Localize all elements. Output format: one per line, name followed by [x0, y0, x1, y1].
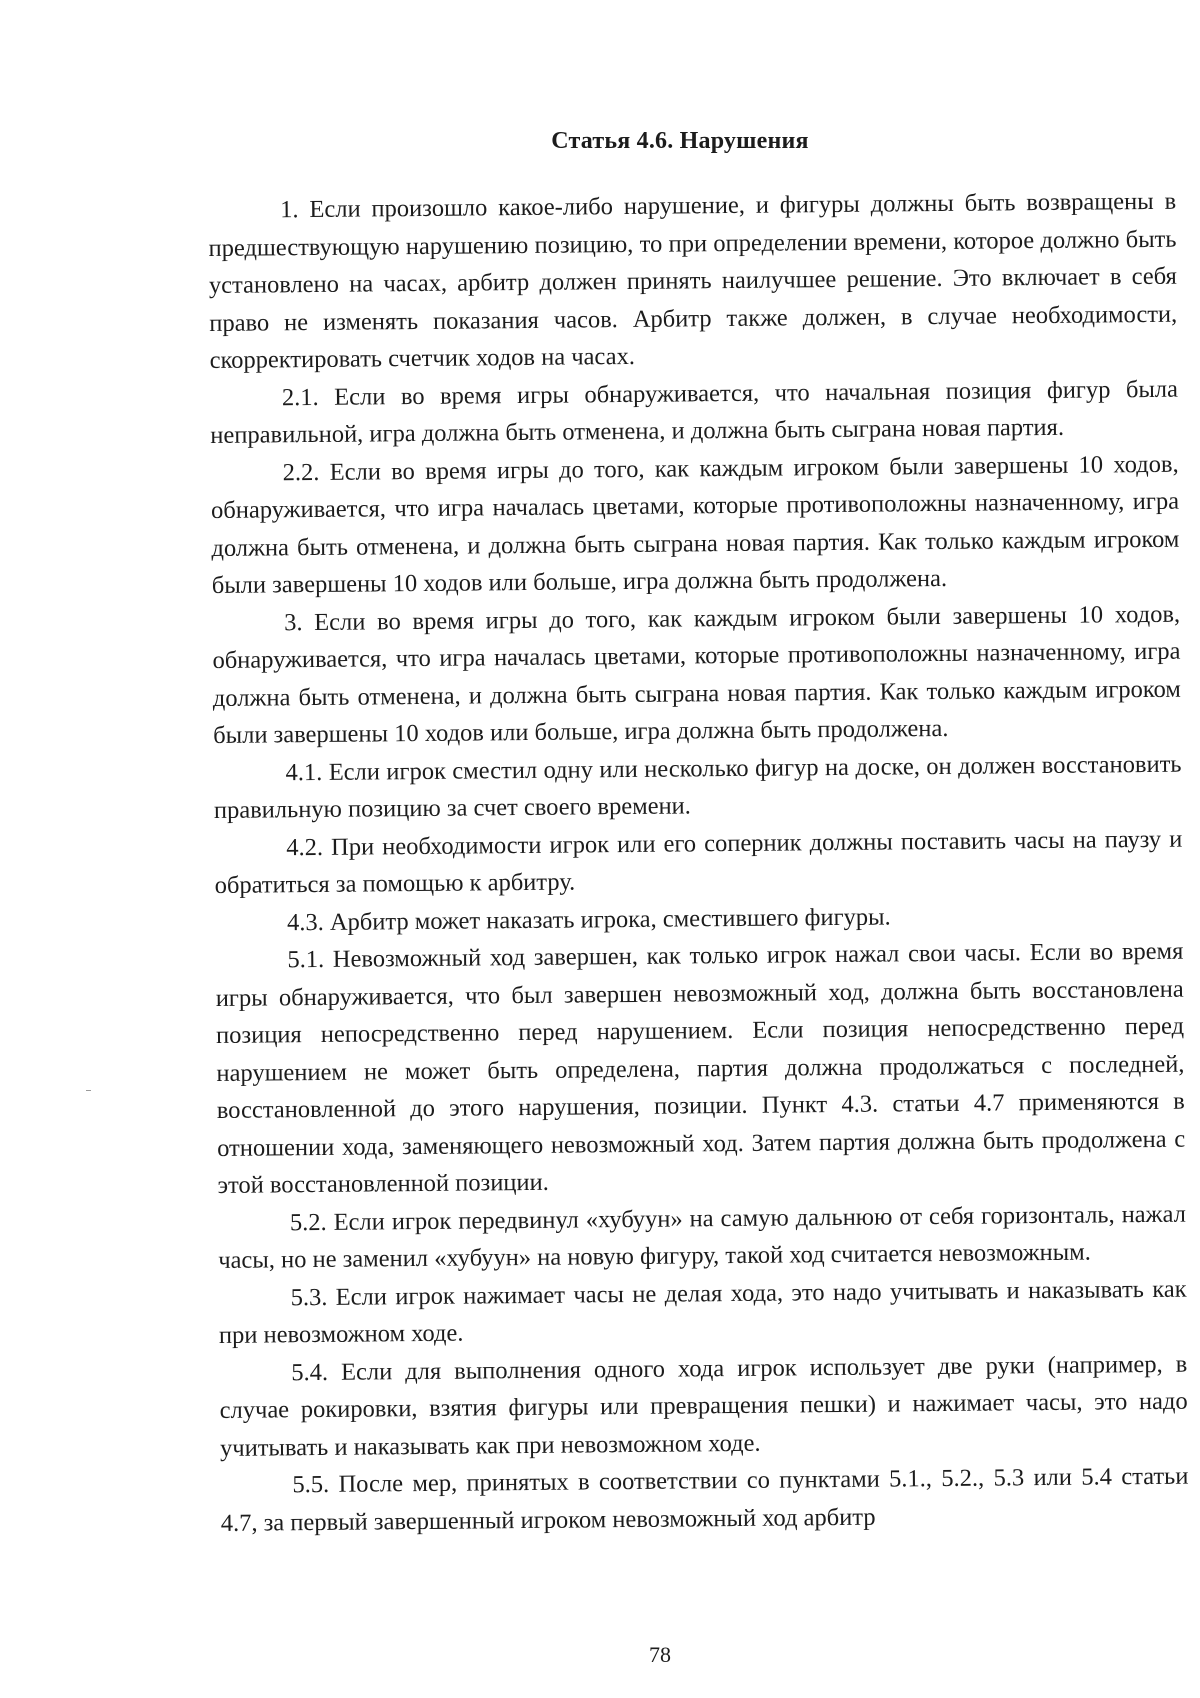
- paragraph-5-5: 5.5. После мер, принятых в соответствии со пунктами 5.1., 5.2., 5.3 или 5.4 статьи 4.7, за первый завершенный игроком невозможный ход арбитр: [220, 1462, 1189, 1537]
- scan-speck: [86, 1090, 91, 1091]
- paragraph-5-1: 5.1. Невозможный ход завершен, как только игрок нажал свои часы. Если во время игры обнаруживается, что был завершен невозможный ход, должна быть восстановлена позиция непосредственно перед нарушением. Если позиция непосредственно перед нарушением не может быть определена, партия должна продолжаться с последней, восстановленной до этого нарушения, позиции. Пункт 4.3. статьи 4.7 применяются в отношении хода, заменяющего невозможный ход. Затем партия должна быть продолжена с этой восстановленной позиции.: [215, 937, 1186, 1199]
- paragraph-3: 3. Если во время игры до того, как каждым игроком были завершены 10 ходов, обнаруживается, что игра началась цветами, которые противоположны назначенному, игра должна быть отменена, и должна быть сыграна новая партия. Как только каждым игроком были завершены 10 ходов или больше, игра должна быть продолжена.: [212, 600, 1181, 749]
- paragraph-4-2: 4.2. При необходимости игрок или его соперник должны поставить часы на паузу и обратиться за помощью к арбитру.: [214, 825, 1183, 899]
- paragraph-5-4: 5.4. Если для выполнения одного хода игрок использует две руки (например, в случае рокировки, взятия фигуры или превращения пешки) и нажимает часы, это надо учитывать и наказывать как при невозможном ходе.: [219, 1350, 1188, 1462]
- page-number: 78: [649, 1642, 671, 1667]
- paragraph-2-2: 2.2. Если во время игры до того, как каждым игроком были завершены 10 ходов, обнаруживается, что игра началась цветами, которые противоположны назначенному, игра должна быть отменена, и должна быть сыграна новая партия. Как только каждым игроком были завершены 10 ходов или больше, игра должна быть продолжена.: [210, 450, 1180, 599]
- article-body: [208, 183, 1189, 1542]
- paragraph-1: 1. Если произошло какое-либо нарушение, и фигуры должны быть возвращены в предшествующую нарушению позицию, то при определении времени, которое должно быть установлено на часах, арбитр должен принять наилучшее решение. Это включает в себя право не изменять показания часов. Арбитр также должен, в случае необходимости, скорректировать счетчик ходов на часах.: [208, 187, 1178, 374]
- paragraph-5-3: 5.3. Если игрок нажимает часы не делая хода, это надо учитывать и наказывать как при невозможном ходе.: [218, 1275, 1187, 1349]
- paragraph-4-1: 4.1. Если игрок сместил одну или несколько фигур на доске, он должен восстановить правильную позицию за счет своего времени.: [213, 750, 1182, 824]
- paragraph-5-2: 5.2. Если игрок передвинул «хубуун» на самую дальнюю от себя горизонталь, нажал часы, но не заменил «хубуун» на новую фигуру, такой ход считается невозможным.: [218, 1200, 1186, 1274]
- paragraph-4-3: 4.3. Арбитр может наказать игрока, сместившего фигуры.: [286, 902, 891, 936]
- article-title: Статья 4.6. Нарушения: [551, 128, 809, 154]
- paragraph-2-1: 2.1. Если во время игры обнаруживается, что начальная позиция фигур была неправильной, игра должна быть отменена, и должна быть сыграна новая партия.: [210, 375, 1179, 449]
